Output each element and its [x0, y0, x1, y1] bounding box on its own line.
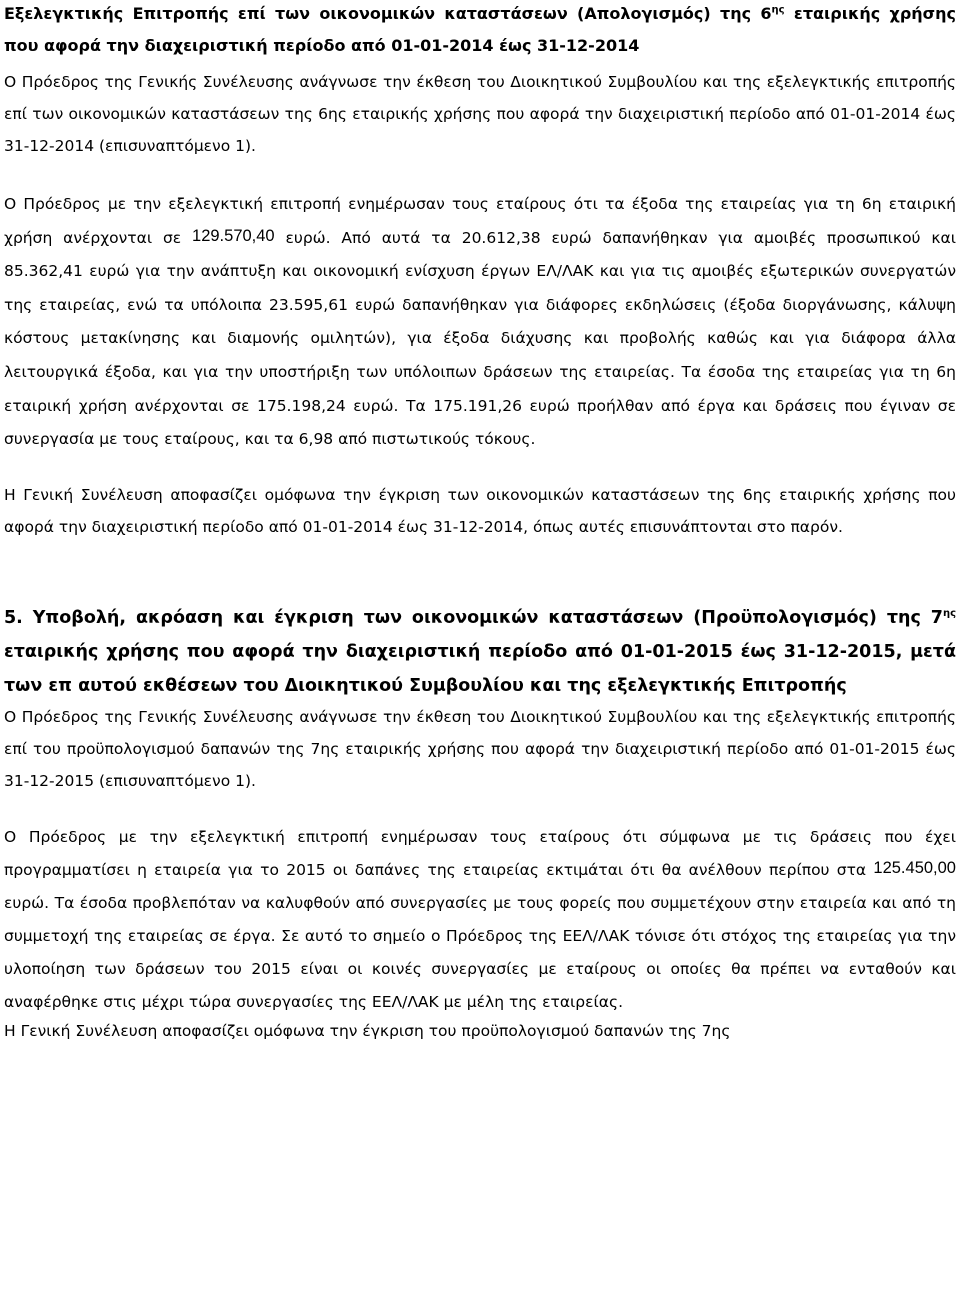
- document-page: [4, 0, 956, 1047]
- budget-2015-amount: 125.450,00: [873, 858, 956, 877]
- previous-item-heading: [4, 0, 956, 62]
- paragraph-report-reading-2014: Ο Πρόεδρος της Γενικής Συνέλευσης ανάγνωσε την έκθεση του Διοικητικού Συμβουλίου και της εξελεγκτικής επιτροπής επί των οικονομικών καταστάσεων της 6ης εταιρικής χρήσης που αφορά την διαχειριστική περίοδο από 01-01-2014 έως 31-12-2014 (επισυναπτόμενο 1).: [4, 73, 956, 155]
- expenses-2014-text-after: ευρώ. Από αυτά τα 20.612,38 ευρώ δαπανήθηκαν για αμοιβές προσωπικού και 85.362,41 ευρώ για την ανάπτυξη και οικονομική ενίσχυση έργων ΕΛ/ΛΑΚ και για τις αμοιβές εξωτερικών συνεργατών της εταιρείας, ενώ τα υπόλοιπα 23.595,61 ευρώ δαπανήθηκαν για διάφορες εκδηλώσεις (έξοδα διοργάνωσης, κάλυψη κόστους μετακίνησης και διαμονής ομιλητών), για έξοδα διάχυσης και προβολής καθώς και για διάφορα άλλα λειτουργικά έξοδα, και για την υποστήριξη των υπόλοιπων δράσεων της εταιρείας. Τα έσοδα της εταιρείας για τη 6η εταιρική χρήση ανέρχονται σε 175.198,24 ευρώ. Τα 175.191,26 ευρώ προήλθαν από έργα και δράσεις που έγιναν σε συνεργασία με τους εταίρους, και τα 6,98 από πιστωτικούς τόκους.: [4, 228, 956, 449]
- previous-item-heading-text-b: εταιρικής χρήσης που αφορά την διαχειριστική περίοδο από 01-01-2014 έως 31-12-2014: [4, 4, 957, 55]
- paragraph-budget-2015: [4, 821, 956, 1019]
- paragraph-budget-approval-2015: Η Γενική Συνέλευση αποφασίζει ομόφωνα την έγκριση του προϋπολογισμού δαπανών της 7ης: [4, 1021, 731, 1040]
- paragraph-approval-2014: Η Γενική Συνέλευση αποφασίζει ομόφωνα την έγκριση των οικονομικών καταστάσεων της 6ης εταιρικής χρήσης που αφορά την διαχειριστική περίοδο από 01-01-2014 έως 31-12-2014, όπως αυτές επισυνάπτονται στο παρόν.: [4, 485, 956, 536]
- paragraph-budget-reading-2015: Ο Πρόεδρος της Γενικής Συνέλευσης ανάγνωσε την έκθεση του Διοικητικού Συμβουλίου και της εξελεγκτικής επιτροπής επί του προϋπολογισμού δαπανών της 7ης εταιρικής χρήσης που αφορά την διαχειριστική περίοδο από 01-01-2015 έως 31-12-2015 (επισυναπτόμενο 1).: [4, 707, 956, 790]
- previous-item-heading-text-a: Εξελεγκτικής Επιτροπής επί των οικονομικών καταστάσεων (Απολογισμός) της 6: [4, 4, 772, 23]
- previous-item-heading-sup: ης: [771, 4, 785, 16]
- section-5-heading: [4, 601, 956, 703]
- budget-2015-text-before: Ο Πρόεδρος με την εξελεγκτική επιτροπή ενημέρωσαν τους εταίρους ότι σύμφωνα με τις δράσεις που έχει προγραμματίσει η εταιρεία για το 2015 οι δαπάνες της εταιρείας εκτιμάται ότι θα ανέλθουν περίπου στα: [4, 827, 956, 879]
- paragraph-expenses-2014: [4, 188, 956, 457]
- budget-2015-text-after: ευρώ. Τα έσοδα προβλεπόταν να καλυφθούν από συνεργασίες με τους φορείς που συμμετέχουν στην εταιρεία και από τη συμμετοχή της εταιρείας σε έργα. Σε αυτό το σημείο ο Πρόεδρος της ΕΕΛ/ΛΑΚ τόνισε ότι στόχος της εταιρείας για την υλοποίηση των δράσεων του 2015 είναι οι κοινές συνεργασίες με εταίρους οι οποίες θα πρέπει να ενταθούν και αναφέρθηκε στις μέχρι τώρα συνεργασίες της ΕΕΛ/ΛΑΚ με μέλη της εταιρείας.: [4, 893, 956, 1011]
- expenses-2014-text-before: Ο Πρόεδρος με την εξελεγκτική επιτροπή ενημέρωσαν τους εταίρους ότι τα έξοδα της εταιρείας για τη 6η εταιρική χρήση ανέρχονται σε: [4, 195, 956, 247]
- section-5-heading-text-b: εταιρικής χρήσης που αφορά την διαχειριστική περίοδο από 01-01-2015 έως 31-12-2015, μετά των επ αυτού εκθέσεων του Διοικητικού Συμβουλίου και της εξελεγκτικής Επιτροπής: [4, 641, 956, 696]
- section-5-heading-text-a: 5. Υποβολή, ακρόαση και έγκριση των οικονομικών καταστάσεων (Προϋπολογισμός) της 7: [4, 607, 943, 628]
- section-5-heading-sup: ης: [942, 607, 956, 619]
- expenses-2014-amount: 129.570,40: [192, 226, 275, 245]
